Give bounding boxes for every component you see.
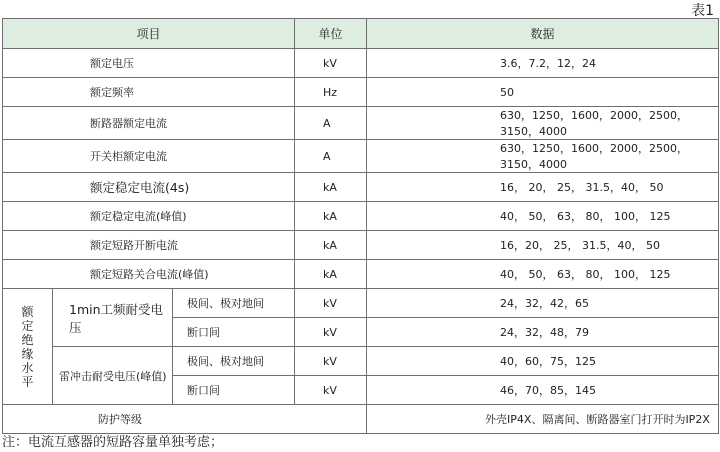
row-value: 16， 20， 25， 31.5，40， 50 [367, 173, 719, 202]
row-value: 630，1250，1600，2000，2500，3150，4000 [367, 140, 719, 173]
row-unit: kA [295, 260, 367, 289]
table-row [3, 347, 719, 376]
header-data: 数据 [367, 19, 719, 49]
insulation-level-label: 额 定 绝 缘 水 平 [3, 289, 53, 405]
row-value: 16，20， 25， 31.5，40， 50 [367, 231, 719, 260]
row-value: 3.6，7.2，12，24 [367, 49, 719, 78]
insulation-group-name: 1min工频耐受电压 [53, 289, 173, 347]
table-number-label: 表1 [691, 3, 714, 19]
row-value: 24，32，42，65 [367, 289, 719, 318]
table-row [3, 202, 719, 231]
row-value: 630，1250，1600，2000，2500，3150，4000 [367, 107, 719, 140]
row-unit: A [295, 140, 367, 173]
row-item: 开关柜额定电流 [3, 140, 295, 173]
row-item: 额定频率 [3, 78, 295, 107]
table-row [3, 49, 719, 78]
footnote: 注：电流互感器的短路容量单独考虑； [2, 435, 224, 450]
row-item: 额定稳定电流(4s) [3, 173, 295, 202]
header-item: 项目 [3, 19, 295, 49]
row-unit: kV [295, 289, 367, 318]
table-row [3, 231, 719, 260]
row-value: 40， 50， 63， 80， 100， 125 [367, 260, 719, 289]
row-item: 断路器额定电流 [3, 107, 295, 140]
row-item: 额定稳定电流(峰值) [3, 202, 295, 231]
table-row [3, 107, 719, 140]
protection-value: 外壳IP4X、隔离间、断路器室门打开时为IP2X [367, 405, 719, 434]
table-row [3, 173, 719, 202]
specification-table [2, 18, 719, 434]
row-value: 50 [367, 78, 719, 107]
insulation-sub-label: 断口间 [173, 376, 295, 405]
insulation-sub-label: 极间、极对地间 [173, 347, 295, 376]
row-unit: kV [295, 49, 367, 78]
row-unit: kV [295, 376, 367, 405]
table-row [3, 260, 719, 289]
row-unit: Hz [295, 78, 367, 107]
row-item: 额定短路关合电流(峰值) [3, 260, 295, 289]
row-unit: kA [295, 202, 367, 231]
insulation-sub-label: 极间、极对地间 [173, 289, 295, 318]
row-unit: A [295, 107, 367, 140]
header-unit: 单位 [295, 19, 367, 49]
table-row [3, 289, 719, 318]
row-value: 46，70，85，145 [367, 376, 719, 405]
row-unit: kA [295, 173, 367, 202]
row-unit: kA [295, 231, 367, 260]
insulation-group-name: 雷冲击耐受电压(峰值) [53, 347, 173, 405]
row-item: 额定电压 [3, 49, 295, 78]
row-value: 24，32，48，79 [367, 318, 719, 347]
row-item: 额定短路开断电流 [3, 231, 295, 260]
table-row [3, 78, 719, 107]
table-header-row [3, 19, 719, 49]
table-row [3, 140, 719, 173]
row-value: 40，60，75，125 [367, 347, 719, 376]
row-value: 40， 50， 63， 80， 100， 125 [367, 202, 719, 231]
insulation-sub-label: 断口间 [173, 318, 295, 347]
protection-item: 防护等级 [3, 405, 367, 434]
table-row [3, 405, 719, 434]
row-unit: kV [295, 347, 367, 376]
row-unit: kV [295, 318, 367, 347]
